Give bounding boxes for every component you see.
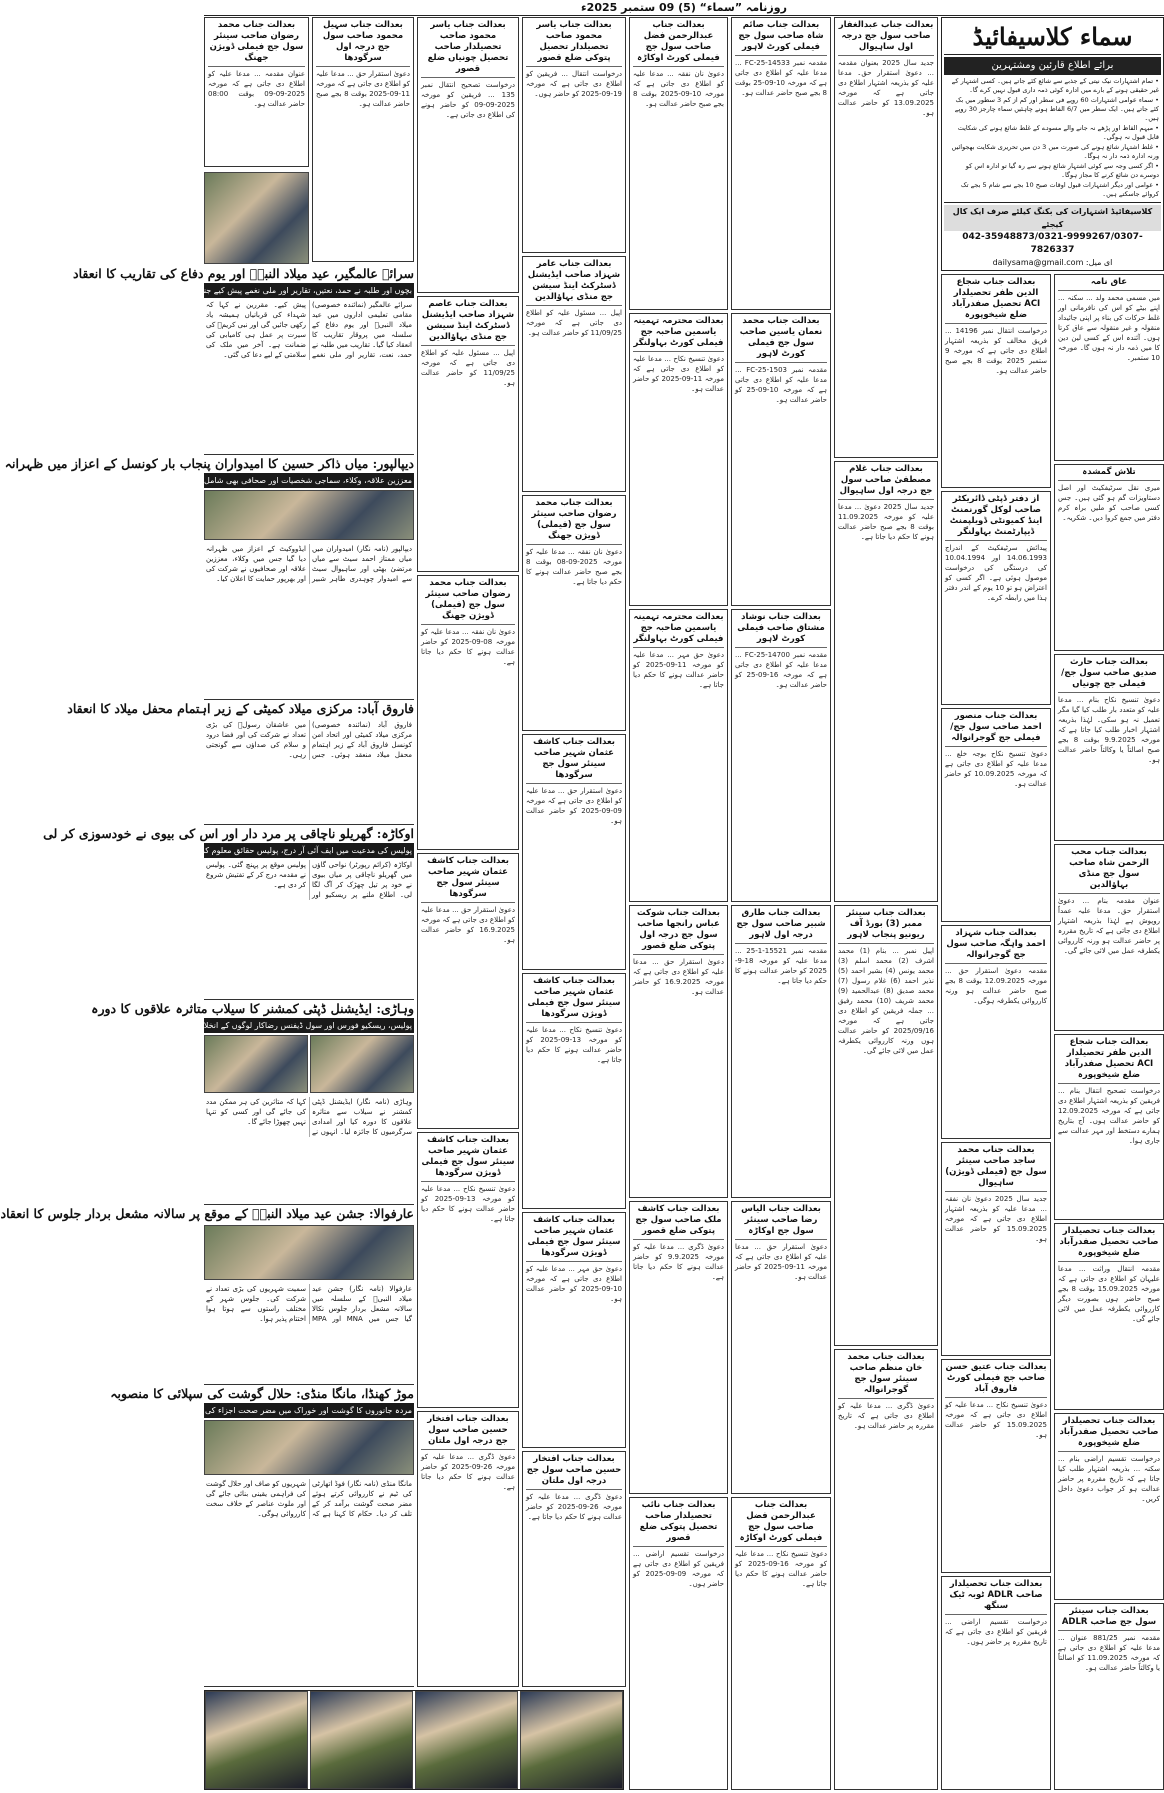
notice-title: تلاش گمشدہ [1058,467,1160,481]
notice-title: از دفتر ڈپٹی ڈائریکٹر صاحب لوکل گورنمنٹ اینڈ کمیونٹی ڈویلپمنٹ ڈیپارٹمنٹ بہاولنگر [945,494,1047,541]
story-body: مانگا منڈی (نامہ نگار) فوڈ اتھارٹی کی ٹیم نے کارروائی کرتے ہوئے مضر صحت گوشت برآمد کر کے تلف کر دیا۔ حکام کا کہنا ہے کہ شہریوں کو صاف اور حلال گوشت کی فراہمی یقینی بنائی جائے گی اور ملوث عناصر کے خلاف سخت کارروائی ہوگی۔ [206,1480,412,1518]
court-notice [731,17,831,310]
headline: فاروق آباد: مرکزی میلاد کمیٹی کے زیر اہتمام محفل میلاد کا انعقاد [67,701,414,716]
notice-column [417,17,519,1687]
classified-subcolumns [941,274,1164,1790]
court-notice [417,575,519,851]
news-story [73,265,414,455]
court-notice [522,17,626,253]
court-notice [629,313,728,606]
story-body: فاروق آباد (نمائندہ خصوصی) مرکزی میلاد کمیٹی اور اتحاد امن کونسل فاروق آباد کے زیر اہتمام محفل میلاد منعقد ہوئی۔ جس میں عاشقان رسولؐ کی بڑی تعداد نے شرکت کی اور فضا درود و سلام کی صداؤں سے گونجتی رہی۔ [206,721,412,759]
court-notice [417,1132,519,1408]
notice-title: بعدالت جناب الیاس رضا صاحب سینئر سول جج اوکاڑہ [735,1204,827,1240]
notice-body: دعویٰ استقرار حق ... مدعا علیہ کو اطلاع دی جاتی ہے کہ مورخہ 11-09-2025 بوقت 8 بجے صبح حاضر عدالت ہو۔ [316,70,410,108]
notice-title: بعدالت جناب عبدالغفار صاحب سول جج درجہ اول ساہیوال [838,20,934,56]
headline: وہاڑی: ایڈیشنل ڈپٹی کمشنر کا سیلاب متاثرہ علاقوں کا دورہ [91,1001,414,1016]
notice-title: بعدالت جناب محمد رضوان صاحب سینئر سول جج (فیملی) ڈویژن جھنگ [421,578,515,625]
news-photo [204,1225,414,1280]
notice-title: بعدالت جناب غلام مصطفیٰ صاحب سول جج درجہ اول ساہیوال [838,464,934,500]
notice-title: بعدالت محترمہ تہمینہ یاسمین صاحبہ جج فیملی کورٹ بہاولنگر [633,612,724,648]
notice-body: دعویٰ نان نفقہ ... مدعا علیہ کو مورخہ 08-09-2025 کو حاضر عدالت ہونے کا حکم دیا جاتا ہے۔ [421,627,515,666]
notice-body: دعویٰ استقرار حق ... مدعا علیہ کو اطلاع دی جاتی ہے کہ مورخہ 16.9.2025 کو حاضر عدالت ہو۔ [421,906,515,945]
news-photo [310,1035,414,1093]
subhead: مردہ جانوروں کا گوشت اور خوراک میں مضر صحت اجزاء کی روک تھام [204,1403,414,1418]
subhead: بچوں اور طلبہ نے حمد، نعتیں، تقاریر اور ملی نغمے پیش کیے جنہیں شرکاء نے خوب سراہا [204,283,414,298]
court-notice [941,925,1051,1139]
court-notice [417,17,519,293]
rule: • مبہم الفاظ اور پڑھے نہ جانے والے مسودے کے غلط شائع ہونے کی شکایت قابل قبول نہ ہوگی۔ [957,124,1159,141]
notice-body: جدید سال 2025 دعویٰ نان نفقہ ... مدعا علیہ کو بذریعہ اشتہار اطلاع دی جاتی ہے کہ مورخہ 15.09.2025 کو حاضر عدالت ہو۔ [945,1195,1047,1243]
notice-column [941,274,1051,1790]
notice-title: بعدالت جناب شہزاد احمد واہگہ صاحب سول جج گوجرانوالہ [945,928,1047,964]
news-story [0,1205,414,1385]
notice-title: بعدالت جناب سینئر سول جج صاحب ADLR [1058,1606,1160,1631]
notice-title: بعدالت جناب محمد خان منظم صاحب سینئر سول جج گوجرانوالہ [838,1352,934,1399]
classified-column [941,17,1164,1790]
news-photo [415,1691,518,1789]
notice-title: بعدالت جناب محمد رضوان صاحب سینئر سول جج (فیملی) ڈویژن جھنگ [526,498,622,545]
notice-title: بعدالت جناب عبدالرحمن فضل صاحب سول جج فیملی کورٹ اوکاڑہ [633,20,724,67]
court-notice [941,1142,1051,1356]
rule: • اگر کسی وجہ سے کوئی اشتہار شائع ہونے سے رہ گیا تو ادارہ اس کو دوسرے دن شائع کرنے کا مجاز ہوگا۔ [965,162,1159,179]
notice-column [629,17,728,1790]
news-photo [204,1035,308,1093]
notice-body: اپیل نمبر ... بنام (1) محمد اشرف (2) محمد اسلم (3) محمد یونس (4) بشیر احمد (5) نذیر احمد (6) غلام رسول (7) محمد صدیق (8) عبدالحمید (9) محمد شریف (10) محمد رفیق ... جملہ فریقین کو اطلاع دی جاتی ہے کہ مورخہ 2025/09/16 کو حاضر عدالت ہوں ورنہ کارروائی یکطرفہ عمل میں لائی جائے گی۔ [838,947,934,1055]
court-notice [731,1201,831,1494]
court-notice [941,274,1051,488]
booking-box [944,202,1161,268]
court-notice [834,17,938,458]
court-notice [417,296,519,572]
notice-title: بعدالت جناب شجاع الدین ظفر تحصیلدار ACI تحصیل صفدرآباد ضلع شیخوپورہ [1058,1037,1160,1084]
court-notice [941,1359,1051,1573]
subhead: پولیس، ریسکیو فورس اور سول ڈیفنس رضاکار لوگوں کے انخلاء کے کام میں مصروف ہیں [204,1018,414,1033]
court-notice [522,256,626,492]
notice-title: بعدالت جناب عتیق حسن صاحب جج فیملی کورٹ فاروق آباد [945,1362,1047,1398]
headline: اوکاڑہ: گھریلو ناچاقی پر مرد دار اور اس کی بیوی نے خودسوزی کر لی [43,826,414,841]
notice-title: بعدالت جناب طارق شبیر صاحب سول جج درجہ اول لاہور [735,908,827,944]
court-notice [417,853,519,1129]
court-notice [731,313,831,606]
notice-title: بعدالت جناب تحصیلدار صاحب تحصیل صفدرآباد ضلع شیخوپورہ [1058,1226,1160,1262]
subhead: معززین علاقہ، وکلاء، سماجی شخصیات اور صحافی بھی شامل، فرینڈز اینڈ ماڈرن گروپ کی حمایت کا اعلان [204,473,414,488]
notice-body: دعویٰ نان نفقہ ... مدعا علیہ کو اطلاع دی جاتی ہے کہ مورخہ 10-09-2025 بوقت 8 بجے صبح حاضر عدالت ہو۔ [633,70,725,108]
notice-banner: برائے اطلاع قارئین ومشتہرین [944,57,1161,75]
court-notice [629,905,728,1198]
notice-title: بعدالت جناب کاشف عثمان شہیر صاحب سینئر سول جج فیملی ڈویژن سرگودھا [526,976,622,1023]
notice-title: بعدالت جناب یاسر محمود صاحب تحصیلدار صاحب تحصیل چونیاں ضلع قصور [421,20,515,78]
rule: • عوامی اور دیگر اشتہارات قبول اوقات صبح 10 بجے سے شام 5 بجے تک کروائے جاسکتے ہیں۔ [960,181,1159,198]
notice-title: بعدالت جناب محب الرحمن شاہ صاحب سول جج منڈی بہاؤالدین [1058,847,1160,894]
notice-title: بعدالت جناب نائب تحصیلدار صاحب تحصیل پتوکی ضلع قصور [633,1500,724,1547]
court-notice [522,734,626,970]
court-notice [834,461,938,902]
notice-title: بعدالت جناب سہیل محمود صاحب سول جج درجہ اول سرگودھا [316,20,410,67]
notice-title: بعدالت جناب محمد ساجد صاحب سینئر سول جج (فیملی ڈویژن) ساہیوال [945,1145,1047,1192]
notice-column [1054,274,1164,1790]
rule: • تمام اشتہارات نیک نیتی کے جذبے سے شائع کئے جاتے ہیں۔ کسی اشتہار کے غیر حقیقی ہونے کے بارے میں ادارہ کوئی ذمہ داری قبول نہیں کرے گا۔ [951,77,1159,94]
notice-body: درخواست تصحیح انتقال بنام ... فریقین کو بذریعہ اشتہار اطلاع دی جاتی ہے کہ مورخہ 12.09.2025 کو حاضر عدالت ہوں۔ آج بتاریخ ہمارے دستخط اور مہر عدالت سے جاری ہوا۔ [1058,1086,1160,1145]
notice-body: درخواست تقسیم اراضی ... فریقین کو اطلاع دی جاتی ہے کہ مورخہ 09-09-2025 کو حاضر ہوں۔ [633,1550,724,1588]
notice-body: دعویٰ تنسیخ نکاح بنام ... مدعا علیہ کو متعدد بار طلب کیا گیا مگر تعمیل نہ ہو سکی۔ لہٰذا بذریعہ اشتہار اخبار طلب کیا جاتا ہے کہ مورخہ 9.9.2025 بوقت 8 بجے صبح اصالتاً یا وکالتاً حاضر عدالت ہو۔ [1058,695,1161,764]
court-notice [204,17,309,167]
court-notice [731,609,831,902]
notice-body: مقدمہ نمبر 881/25 عنوان ... مدعا علیہ کو اطلاع دی جاتی ہے کہ مورخہ 11.09.2025 کو اصالتاً یا وکالتاً حاضر عدالت ہو۔ [1058,1634,1160,1673]
court-notice [731,1497,831,1790]
notice-body: درخواست تقسیم اراضی ... فریقین کو اطلاع دی جاتی ہے کہ تاریخ مقررہ پر حاضر ہوں۔ [945,1618,1047,1646]
court-notice [1054,1413,1164,1600]
notice-title: عاق نامہ [1058,277,1160,291]
news-story [4,455,414,700]
court-notice [417,1411,519,1687]
headline: عارفوالا: جشن عید میلاد النبیؐ کے موقع پر سالانہ مشعل بردار جلوس کا انعقاد [0,1206,414,1221]
notice-body: دعویٰ حق مہر ... مدعا علیہ کو مورخہ 11-09-2025 کو حاضر عدالت ہونے کا حکم دیا جاتا ہے۔ [633,651,724,689]
court-notice [1054,844,1164,1031]
court-notice [1054,1603,1164,1790]
notice-title: بعدالت محترمہ تہمینہ یاسمین صاحبہ جج فیملی کورٹ بہاولنگر [633,316,724,352]
notice-column [522,17,626,1687]
booking-title: کلاسیفائیڈ اشتہارات کی بکنگ کیلئے صرف ایک کال کیجئے [944,205,1161,231]
notice-body: دعویٰ استقرار حق ... مدعا علیہ کو اطلاع دی جاتی ہے کہ مورخہ 16.9.2025 کو حاضر عدالت ہو۔ [633,958,724,996]
notice-title: بعدالت جناب شجاع الدین ظفر تحصیلدار ACI تحصیل صفدرآباد ضلع شیخوپورہ [945,277,1047,324]
notice-body: عنوان مقدمہ بنام ... دعویٰ استقرار حق۔ مدعا علیہ عمداً روپوش ہے لہٰذا بذریعہ اشتہار اطلاع دی جاتی ہے کہ تاریخ مقررہ پر حاضر عدالت ہو ورنہ کارروائی یکطرفہ عمل میں لائی جائے گی۔ [1058,896,1160,955]
news-photo [205,1691,308,1789]
court-notice [1054,1034,1164,1221]
notice-body: دعویٰ تنسیخ نکاح بوجہ خلع ... مدعا علیہ کو اطلاع دی جاتی ہے کہ مورخہ 10.09.2025 کو حاضر عدالت ہو۔ [945,750,1048,788]
notice-body: مقدمہ نمبر 14533-FC-25 ... مدعا علیہ کو اطلاع دی جاتی ہے کہ مورخہ 10-09-25 بوقت 8 بجے صبح حاضر عدالت ہو۔ [735,59,827,97]
notice-title: بعدالت جناب محمد رضوان صاحب سینئر سول جج فیملی ڈویژن جھنگ [208,20,305,67]
court-notice [834,1349,938,1790]
notice-title: بعدالت جناب کاشف ملک صاحب سول جج پتوکی ضلع قصور [633,1204,724,1240]
court-notice [522,1451,626,1687]
news-photo [204,172,309,264]
notice-title: بعدالت جناب عامر شہزاد صاحب ایڈیشنل ڈسٹرکٹ اینڈ سیشن جج منڈی بہاؤالدین [526,259,622,306]
notice-body: دعویٰ ڈگری ... مدعا علیہ کو مورخہ 26-09-2025 کو حاضر عدالت ہونے کا حکم دیا جاتا ہے۔ [421,1453,515,1492]
news-story [43,825,414,1000]
notice-body: دعویٰ تنسیخ نکاح ... مدعا علیہ کو مورخہ 16-09-2025 کو حاضر عدالت ہونے کا حکم دیا جاتا ہے۔ [735,1550,827,1588]
court-notice [1054,274,1164,461]
dateline: روزنامہ ”سماء“ (5) 09 ستمبر 2025ء [204,0,1164,16]
classified-logo: سماء کلاسیفائیڈ [944,20,1161,55]
news-story [110,1385,414,1687]
court-notice [1054,464,1164,651]
notice-title: بعدالت جناب محمد نعمان یاسین صاحب سول جج فیملی کورٹ لاہور [735,316,827,363]
notice-body: مقدمہ نمبر 14700-FC-25 ... مدعا علیہ کو اطلاع دی جاتی ہے کہ مورخہ 16-09-25 کو حاضر عدالت ہو۔ [735,651,827,689]
headline: دیپالپور: میاں ذاکر حسین کا امیدواران پنجاب بار کونسل کے اعزاز میں ظہرانہ [4,456,414,471]
notice-title: بعدالت جناب کاشف عثمان شہیر صاحب سینئر سول جج فیملی ڈویژن سرگودھا [526,1215,622,1262]
notice-body: مقدمہ انتقال وراثت ... مدعا علیہان کو اطلاع دی جاتی ہے کہ مورخہ 15.09.2025 بوقت 8 بجے صبح حاضر ہوں بصورت دیگر کارروائی یکطرفہ عمل میں لائی جائے گی۔ [1058,1265,1160,1324]
notice-column [204,17,309,167]
notice-column [312,17,414,262]
court-notice [1054,1223,1164,1410]
notice-body: پیدائش سرٹیفکیٹ کے اندراج 14.06.1993 اور 10.04.1994 کی درستگی کی درخواست موصول ہوئی ہے۔ اگر کسی کو اعتراض ہو تو 10 یوم کے اندر دفتر ہذا میں رابطہ کرے۔ [945,544,1047,602]
story-body: دیپالپور (نامہ نگار) امیدواران میں میاں ممتاز احمد سیٹ سے میاں مرتضیٰ بھٹی اور ساہیوال سیٹ سے امیدوار چوہدری طاہر شبیر ایڈووکیٹ کے اعزاز میں ظہرانہ دیا گیا جس میں وکلاء، معززین علاقہ اور صحافیوں نے شرکت کی اور بھرپور حمایت کا اعلان کیا۔ [206,545,412,583]
notice-body: مقدمہ دعویٰ استقرار حق ... مورخہ 12.09.2025 بوقت 8 بجے صبح حاضر عدالت ہو ورنہ کارروائی یکطرفہ ہوگی۔ [945,967,1047,1005]
notice-body: عنوان مقدمہ ... مدعا علیہ کو اطلاع دی جاتی ہے کہ مورخہ 2025-09-09 بوقت 08:00 حاضر عدالت ہو۔ [208,70,305,108]
notice-column [731,17,831,1790]
notice-body: دعویٰ تنسیخ نکاح ... مدعا علیہ کو مورخہ 13-09-2025 کو حاضر عدالت ہونے کا حکم دیا جاتا ہے۔ [421,1185,515,1224]
notice-body: درخواست انتقال نمبر 14196 ... فریق مخالف کو بذریعہ اشتہار اطلاع دی جاتی ہے کہ مورخہ 9 ستمبر 2025 بوقت 8 بجے صبح حاضر عدالت ہو۔ [945,327,1047,375]
notice-body: دعویٰ استقرار حق ... مدعا علیہ کو اطلاع دی جاتی ہے کہ مورخہ 11-09-2025 کو حاضر عدالت ہو۔ [735,1243,827,1281]
court-notice [522,495,626,731]
story-body: عارفوالا (نامہ نگار) جشن عید میلاد النبیؐ کے سلسلہ میں سالانہ مشعل بردار جلوس نکالا گیا جس میں MNA اور MPA سمیت شہریوں کی بڑی تعداد نے شرکت کی۔ جلوس شہر کے مختلف راستوں سے ہوتا ہوا اختتام پذیر ہوا۔ [206,1285,412,1323]
notice-title: بعدالت جناب کاشف عثمان شہیر صاحب سینئر سول جج فیملی ڈویژن سرگودھا [421,1135,515,1182]
story-body: اوکاڑہ (کرائم رپورٹر) نواحی گاؤں میں گھریلو ناچاقی پر میاں بیوی نے خود پر تیل چھڑک کر آگ لگا لی۔ اطلاع ملنے پر ریسکیو اور پولیس موقع پر پہنچ گئی۔ پولیس نے مقدمہ درج کر کے تفتیش شروع کر دی ہے۔ [206,861,412,899]
notice-title: بعدالت جناب صائم شاہ صاحب سول جج فیملی کورٹ لاہور [735,20,827,56]
photo-band [204,1690,624,1790]
notice-body: دعویٰ تنسیخ نکاح ... مدعا علیہ کو مورخہ 13-09-2025 کو حاضر عدالت ہونے کا حکم دیا جاتا ہے۔ [526,1026,622,1064]
court-notice [731,905,831,1198]
court-notice [834,905,938,1346]
news-story [91,1000,414,1205]
court-notice [941,708,1051,922]
court-notice [522,973,626,1209]
court-notice [1054,654,1164,841]
news-photo [520,1691,623,1789]
court-notice [312,17,414,262]
notice-body: دعویٰ ڈگری ... مدعا علیہ کو اطلاع دی جاتی ہے کہ تاریخ مقررہ پر حاضر عدالت ہو۔ [838,1402,934,1430]
court-notice [629,1201,728,1494]
court-notice [941,491,1051,705]
notice-body: درخواست تصحیح انتقال نمبر 135 ... فریقین کو مورخہ 2025-09-09 کو حاضر ہونے کی اطلاع دی جاتی ہے۔ [421,81,515,119]
booking-phones: 042-35948873/0321-9999267/0307-7826337 [962,232,1143,255]
court-notice [522,1212,626,1448]
notice-title: بعدالت جناب کاشف عثمان شہیر صاحب سینئر سول جج سرگودھا [421,856,515,903]
notice-body: میری نقل سرٹیفکیٹ اور اصل دستاویزات گم ہو گئی ہیں۔ جس کسی صاحب کو ملیں براہ کرم دفتر میں جمع کروا دیں۔ شکریہ۔ [1058,483,1160,522]
subhead: پولیس کی مدعیت میں ایف آئی آر درج، پولیس حقائق معلوم کر رہی ہے [204,843,414,858]
headline: سرائے عالمگیر، عید میلاد النبیؐ اور یوم دفاع کی تقاریب کا انعقاد [73,266,414,281]
news-photo [310,1691,413,1789]
headline: موڑ کھنڈا، مانگا منڈی: حلال گوشت کی سپلائی کا منصوبہ [110,1386,414,1401]
notice-body: اپیل ... مسئول علیہ کو اطلاع دی جاتی ہے کہ مورخہ 11/09/25 کو حاضر عدالت ہو۔ [421,348,515,387]
notice-title: بعدالت جناب سینئر ممبر (3) بورڈ آف ریونیو پنجاب لاہور [838,908,934,944]
notice-body: دعویٰ ڈگری ... مدعا علیہ کو مورخہ 26-09-2025 کو حاضر عدالت ہونے کا حکم دیا جاتا ہے۔ [526,1493,622,1521]
notice-title: بعدالت جناب عاصم شہزاد صاحب ایڈیشنل ڈسٹرکٹ اینڈ سیشن جج منڈی بہاؤالدین [421,299,515,346]
notice-body: میں مسمی محمد ولد ... سکنہ ... اپنے بیٹے کو اس کی نافرمانی اور غلط حرکات کی بناء پر اپنی جائیداد منقولہ و غیر منقولہ سے عاق کرتا ہوں۔ آئندہ اس کے کسی لین دین کا میں ذمہ دار نہ ہوں گا۔ مورخہ 10 ستمبر۔ [1058,294,1160,362]
notice-title: بعدالت جناب تحصیلدار صاحب ADLR ٹوبہ ٹیک سنگھ [945,1579,1047,1615]
notice-body: دعویٰ تنسیخ نکاح ... مدعا علیہ کو اطلاع دی جاتی ہے کہ مورخہ 11-09-2025 کو حاضر عدالت ہو۔ [633,355,724,393]
rule: • غلط اشتہار شائع ہونے کی صورت میں 3 دن میں تحریری شکایت بھجوائیں ورنہ ادارہ ذمہ دار نہ ہوگا۔ [951,143,1159,160]
notice-body: درخواست تقسیم اراضی بنام ... سکنہ ... بذریعہ اشتہار طلب کیا جاتا ہے کہ تاریخ مقررہ پر حاضر عدالت ہو کر جواب دعویٰ داخل کریں۔ [1058,1455,1160,1504]
notice-body: اپیل ... مسئول علیہ کو اطلاع دی جاتی ہے کہ مورخہ 11/09/25 کو حاضر عدالت ہو۔ [526,309,622,337]
court-notice [629,609,728,902]
notice-body: جدید سال 2025 دعویٰ ... مدعا علیہ کو مورخہ 11.09.2025 بوقت 8 بجے صبح حاضر عدالت ہونے کا حکم دیا جاتا ہے۔ [838,503,934,541]
notice-title: بعدالت جناب نوشاد مشتاق صاحب فیملی کورٹ لاہور [735,612,827,648]
notice-title: بعدالت جناب کاشف عثمان شہیر صاحب سینئر سول جج سرگودھا [526,737,622,784]
notice-body: دعویٰ حق مہر ... مدعا علیہ کو اطلاع دی جاتی ہے کہ مورخہ 10-09-2025 کو حاضر عدالت ہو۔ [526,1265,622,1303]
notice-body: مقدمہ نمبر 15521-1-25 ... مدعا علیہ کو مورخہ 18-9-2025 کو حاضر عدالت ہونے کا حکم دیا جاتا ہے۔ [735,947,827,985]
news-photo [204,1420,414,1475]
notice-title: بعدالت جناب تحصیلدار صاحب تحصیل صفدرآباد ضلع شیخوپورہ [1058,1416,1160,1452]
news-story [67,700,414,825]
notice-title: بعدالت جناب حارث صدیق صاحب سول جج/فیملی جج چونیاں [1058,657,1160,693]
notice-title: بعدالت جناب عبدالرحمن فضل صاحب سول جج فیملی کورٹ اوکاڑہ [735,1500,827,1547]
notice-body: درخواست انتقال ... فریقین کو اطلاع دی جاتی ہے کہ مورخہ 19-09-2025 کو حاضر ہوں۔ [526,70,622,98]
notice-body: دعویٰ ڈگری ... مدعا علیہ کو مورخہ 9.9.2025 کو حاضر عدالت ہونے کا حکم دیا جاتا ہے۔ [633,1243,724,1281]
notice-title: بعدالت جناب منصور احمد صاحب سول جج/فیملی جج گوجرانوالہ [945,711,1047,747]
notice-title: بعدالت جناب شوکت عباس رانجھا صاحب سول جج درجہ اول پتوکی ضلع قصور [633,908,724,955]
court-notice [629,1497,728,1790]
notice-title: بعدالت جناب یاسر محمود صاحب تحصیلدار تحصیل پتوکی ضلع قصور [526,20,622,67]
story-body: سرائے عالمگیر (نمائندہ خصوصی) مقامی تعلیمی اداروں میں عید میلاد النبیؐ اور یوم دفاع کے سلسلہ میں پروقار تقاریب کا انعقاد کیا گیا۔ تقاریب میں طلبہ نے حمد، نعت، تقاریر اور ملی نغمے پیش کیے۔ مقررین نے کہا کہ شہداء کی قربانیاں ہمیشہ یاد رکھی جائیں گی اور نبی کریمؐ کی سیرت پر عمل ہی کامیابی کی ضمانت ہے۔ آخر میں ملک کی سلامتی کے لیے دعا کی گئی۔ [206,301,412,359]
notice-body: مقدمہ نمبر 1503-FC-25 ... مدعا علیہ کو اطلاع دی جاتی ہے کہ مورخہ 10-09-25 کو حاضر عدالت ہو۔ [735,366,827,404]
notice-body: دعویٰ نان نفقہ ... مدعا علیہ کو مورخہ 2025-09-08 بوقت 8 بجے صبح حاضر عدالت ہونے کا حکم دیا جاتا ہے۔ [526,548,622,586]
booking-email: dailysama@gmail.com :ای میل [992,258,1113,267]
court-notice [941,1576,1051,1790]
advertising-rules [944,77,1161,199]
news-photo [204,490,414,540]
notice-body: دعویٰ تنسیخ نکاح ... مدعا علیہ کو اطلاع دی جاتی ہے کہ مورخہ 15.09.2025 کو حاضر عدالت ہو۔ [945,1401,1047,1439]
notice-title: بعدالت جناب افتخار حسین صاحب سول جج درجہ اول ملتان [526,1454,622,1490]
notice-body: جدید سال 2025 بعنوان مقدمہ ... دعویٰ استقرار حق۔ مدعا علیہ کو بذریعہ اشتہار اطلاع دی جاتی ہے کہ مورخہ 13.09.2025 کو حاضر عدالت ہو۔ [838,59,934,117]
notice-title: بعدالت جناب افتخار حسین صاحب سول جج درجہ اول ملتان [421,1414,515,1450]
court-notice [629,17,728,310]
notice-column [834,17,938,1790]
story-body: وہاڑی (نامہ نگار) ایڈیشنل ڈپٹی کمشنر نے سیلاب سے متاثرہ علاقوں کا دورہ کیا اور امدادی سرگرمیوں کا جائزہ لیا۔ انہوں نے کہا کہ متاثرین کی ہر ممکن مدد کی جائے گی اور کسی کو تنہا نہیں چھوڑا جائے گا۔ [206,1098,412,1136]
classified-masthead [941,17,1164,271]
rule: • سماء عوامی اشتہارات 60 روپے فی سطر اور کم از کم 3 سطور میں بک کئے جاتے ہیں۔ ایک سطر میں 6/7 الفاظ ہونے چاہئیں سماء چارجز 30 روپے ہیں۔ [954,96,1159,122]
notice-body: دعویٰ استقرار حق ... مدعا علیہ کو اطلاع دی جاتی ہے کہ مورخہ 09-09-2025 کو حاضر عدالت ہو۔ [526,787,622,825]
